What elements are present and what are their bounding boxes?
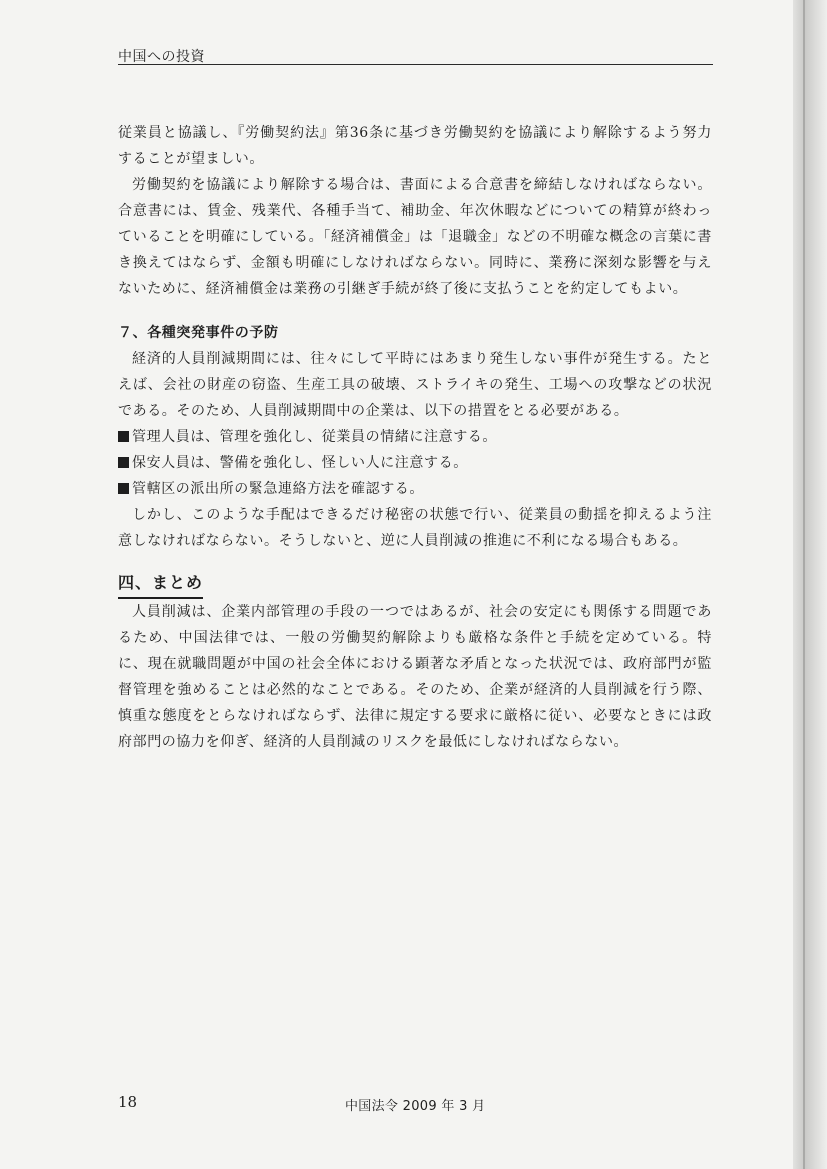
- bullet-text: 保安人員は、警備を強化し、怪しい人に注意する。: [132, 455, 468, 471]
- publication-footer: 中国法令 2009 年 3 月: [345, 1099, 486, 1114]
- summary-paragraph: 人員削減は、企業内部管理の手段の一つではあるが、社会の安定にも関係する問題であるため、中国法律では、一般の労働契約解除よりも厳格な条件と手続を定めている。特に、現在就職問題が中国の社会全体における顕著な矛盾となった状況では、政府部門が監督管理を強めることは必然的なことである。そのため、企業が経済的人員削減を行う際、慎重な態度をとらなければならず、法律に規定する要求に厳格に従い、必要なときには政府部門の協力を仰ぎ、経済的人員削減のリスクを最低にしなければならない。: [118, 604, 712, 750]
- section-summary: [118, 569, 712, 755]
- section-7-intro: 経済的人員削減期間には、往々にして平時にはあまり発生しない事件が発生する。たとえば、会社の財産の窃盗、生産工具の破壊、ストライキの発生、工場への攻撃などの状況である。そのため、人員削減期間中の企業は、以下の措置をとる必要がある。: [118, 351, 712, 419]
- intro-paragraph-2: 労働契約を協議により解除する場合は、書面による合意書を締結しなければならない。合意書には、賃金、残業代、各種手当て、補助金、年次休暇などについての精算が終わっていることを明確にしている。「経済補償金」は「退職金」などの不明確な概念の言葉に書き換えてはならず、金額も明確にしなければならない。同時に、業務に深刻な影響を与えないために、経済補償金は業務の引継ぎ手続が終了後に支払うことを約定してもよい。: [118, 177, 712, 297]
- square-bullet-icon: [118, 431, 129, 442]
- running-header-title: 中国への投資: [118, 49, 205, 65]
- bullet-item: [118, 450, 712, 476]
- running-header: [118, 46, 713, 66]
- page-number: 18: [118, 1093, 138, 1111]
- bullet-text: 管轄区の派出所の緊急連絡方法を確認する。: [132, 481, 424, 497]
- bullet-item: [118, 476, 712, 502]
- bullet-item: [118, 424, 712, 450]
- square-bullet-icon: [118, 483, 129, 494]
- header-rule: [118, 64, 713, 65]
- intro-paragraph-1: 従業員と協議し、『労働契約法』第36条に基づき労働契約を協議により解除するよう努力することが望ましい。: [118, 125, 712, 167]
- section-7: [118, 320, 712, 554]
- intro-section: [118, 120, 712, 302]
- scan-edge-line: [803, 0, 805, 1169]
- section-7-heading: ７、各種突発事件の予防: [118, 325, 279, 341]
- bullet-text: 管理人員は、管理を強化し、従業員の情緒に注意する。: [132, 429, 497, 445]
- summary-heading: 四、まとめ: [118, 569, 203, 599]
- section-7-closing: しかし、このような手配はできるだけ秘密の状態で行い、従業員の動揺を抑えるよう注意しなければならない。そうしないと、逆に人員削減の推進に不利になる場合もある。: [118, 507, 712, 549]
- scan-edge-shadow: [793, 0, 827, 1169]
- square-bullet-icon: [118, 457, 129, 468]
